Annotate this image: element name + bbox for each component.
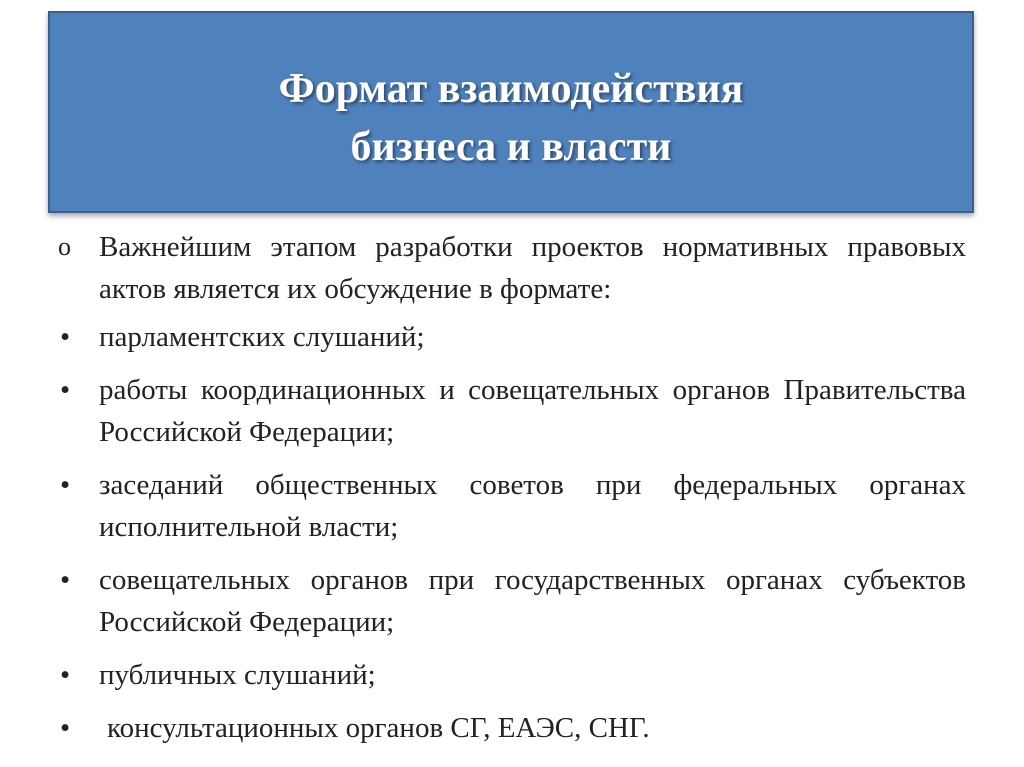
bullet-icon: • [60,321,71,353]
list-item [58,707,966,749]
list-item-text: заседаний общественных советов при федеральных органах исполнительной власти; [99,469,966,543]
title-banner [48,11,974,213]
list-item [58,559,966,643]
circle-bullet-icon: o [58,232,71,261]
list-item [58,316,966,358]
list-item-text: работы координационных и совещательных органов Правительства Российской Федерации; [99,374,966,448]
bullet-icon: • [60,712,71,744]
bullet-icon: • [60,374,71,406]
content-list [58,226,966,760]
list-item [58,654,966,696]
bullet-icon: • [60,564,71,596]
intro-text: Важнейшим этапом разработки проектов нормативных правовых актов является их обсуждение в формате: [99,231,966,305]
list-item [58,369,966,453]
list-item-text: публичных слушаний; [99,659,376,691]
slide-title [201,60,821,176]
bullet-icon: • [60,659,71,691]
slide-title-line-2: бизнеса и власти [350,124,672,170]
slide-title-line-1: Формат взаимодействия [278,66,744,112]
list-item-text: совещательных органов при государственных органах субъектов Российской Федерации; [99,564,966,638]
list-item-text: парламентских слушаний; [99,321,425,353]
intro-item [58,226,966,310]
list-item [58,464,966,548]
list-item-text: консультационных органов СГ, ЕАЭС, СНГ. [107,712,650,744]
bullet-icon: • [60,469,71,501]
